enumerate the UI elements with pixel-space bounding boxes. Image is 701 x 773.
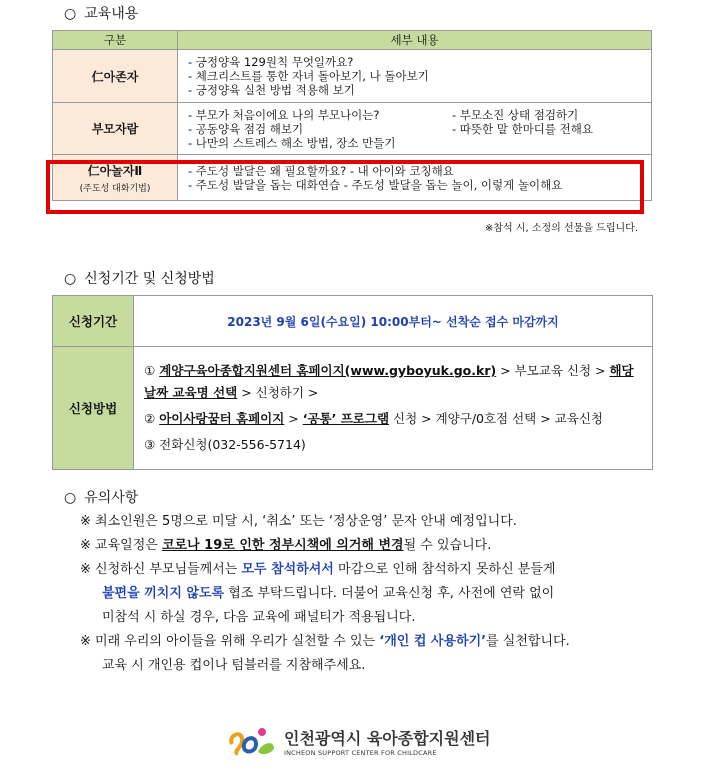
circle-bullet-icon: ○	[64, 490, 77, 506]
row-sublabel: (주도성 대화기법)	[79, 183, 151, 194]
circle-bullet-icon: ○	[64, 271, 77, 287]
isarang-homepage-link[interactable]: 아이사랑꿈터 홈페이지	[159, 411, 285, 426]
org-name: 인천광역시 육아종합지원센터	[284, 728, 491, 748]
period-label: 신청기간	[53, 296, 134, 347]
circle-bullet-icon: ○	[64, 6, 77, 22]
org-name-english: INCHEON SUPPORT CENTER FOR CHILDCARE	[284, 748, 437, 757]
center-logo-icon	[226, 724, 278, 758]
row-label: 仁아존자	[53, 50, 178, 103]
row-details: - 주도성 발달은 왜 필요할까요? - 내 아이와 코칭해요 - 주도성 발달을 돕는 대화연습 - 주도성 발달을 돕는 놀이, 이렇게 놀이해요	[178, 155, 652, 201]
method-label: 신청방법	[53, 347, 134, 470]
caution-item: ※ 최소인원은 5명으로 미달 시, ‘취소’ 또는 ‘정상운영’ 문자 안내 예정입니다.	[80, 514, 517, 529]
header-category: 구분	[53, 31, 178, 50]
table-row	[53, 50, 652, 103]
caution-item: ※ 교육일정은 코로나 19로 인한 정부시책에 의거해 변경될 수 있습니다.	[80, 538, 492, 553]
row-details: - 부모가 처음이에요 나의 부모나이는? - 부모소진 상태 점검하기 - 공동양육 점검 해보기 - 따뜻한 말 한마디를 전해요 - 나만의 스트레스 해소 방법, 장소 만들기	[178, 103, 652, 155]
red-highlight-box	[46, 160, 644, 214]
method-2: ② 아이사랑꿈터 홈페이지 > ‘공통’ 프로그램 신청 > 계양구/0호점 선택 > 교육신청	[144, 411, 603, 426]
method-1: ① 계양구육아종합지원센터 홈페이지(www.gyboyuk.go.kr) > 부모교육 신청 > 해당 날짜 교육명 선택 > 신청하기 >	[144, 363, 634, 400]
cautions-list: ※ 최소인원은 5명으로 미달 시, ‘취소’ 또는 ‘정상운영’ 문자 안내 예정입니다. ※ 교육일정은 코로나 19로 인한 정부시책에 의거해 변경될 수 있습니다. ※ 신청하신 부모님들께서는 모두 참석하셔서 마감으로 인해 참석하지 못하신 분들게 불편을 끼치지 않도록 협조 부탁드립니다. 더불어 교육신청 후, 사전에 연락 없이 미참석 시 하실 경우, 다음 교육에 패널티가 적용됩니다. ※ 미래 우리의 아이들을 위해 우리가 실천할 수 있는 ‘개인 컵 사용하기’를 실천합니다. 교육 시 개인용 컵이나 텀블러를 지참해주세요.	[80, 510, 570, 678]
method-3: ③ 전화신청(032-556-5714)	[144, 437, 306, 452]
table-row	[53, 103, 652, 155]
row-label: 仁아놀자Ⅱ (주도성 대화기법)	[53, 155, 178, 201]
period-value: 2023년 9월 6일(수요일) 10:00부터~ 선착순 접수 마감까지	[134, 296, 653, 347]
table-row	[53, 296, 653, 347]
caution-item: ※ 미래 우리의 아이들을 위해 우리가 실천할 수 있는 ‘개인 컵 사용하기’를 실천합니다.	[80, 634, 570, 649]
header-details: 세부 내용	[178, 31, 652, 50]
section-title-education: ○ 교육내용	[64, 6, 139, 22]
footer-logo	[226, 724, 491, 758]
application-table	[52, 295, 653, 470]
section-title-application: ○ 신청기간 및 신청방법	[64, 271, 215, 287]
method-details	[134, 347, 653, 470]
homepage-link[interactable]: 계양구육아종합지원센터 홈페이지(www.gyboyuk.go.kr)	[159, 363, 497, 378]
gift-note: ※참석 시, 소정의 선물을 드립니다.	[484, 223, 638, 234]
section-title-cautions: ○ 유의사항	[64, 490, 139, 506]
caution-item: ※ 신청하신 부모님들께서는 모두 참석하셔서 마감으로 인해 참석하지 못하신 분들게	[80, 562, 556, 577]
row-details: - 긍정양육 129원칙 무엇일까요? - 체크리스트를 통한 자녀 돌아보기, 나 돌아보기 - 긍정양육 실천 방법 적용해 보기	[178, 50, 652, 103]
table-row	[53, 347, 653, 470]
row-label: 부모자람	[53, 103, 178, 155]
